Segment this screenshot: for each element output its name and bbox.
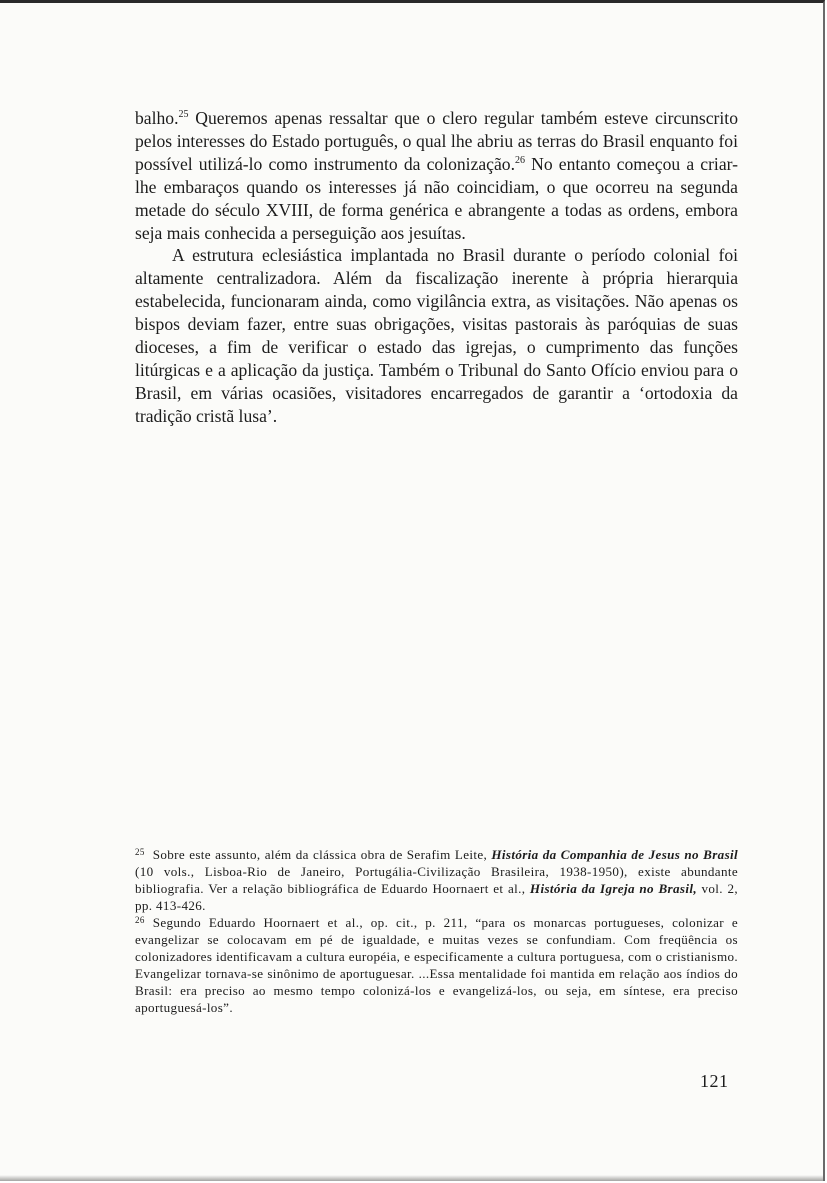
page-bottom-edge <box>0 1175 823 1181</box>
footnote-25-text-start: Sobre este assunto, além da clássica obra de Serafim Leite, <box>152 847 492 862</box>
paragraph-1-end: No entanto começou a criar-lhe embaraços quando os interesses já não coincidiam, o que ocorreu na segunda metade do século XVIII, de forma genérica e abrangente a todas as ordens, embora seja mais conhecida a perseguição aos jesuítas. <box>135 153 738 243</box>
footnote-26-text: Segundo Eduardo Hoornaert et al., op. cit., p. 211, “para os monarcas portugueses, colonizar e evangelizar se colocavam em pé de igualdade, e muitas vezes se confundiam. Com freqüência os colonizadores identificavam a cultura européia, e especificamente a cultura portuguesa, com o cristianismo. Evangelizar tornava-se sinônimo de aportuguesar. ...Essa mentalidade foi mantida em relação aos índios do Brasil: era preciso ao mesmo tempo colonizá-los e evangelizá-los, ou seja, em síntese, era preciso aportuguesá-los”. <box>135 914 738 1015</box>
footnote-25 <box>135 847 738 915</box>
footnote-25-text-end: vol. 2, pp. 413-426. <box>135 880 738 913</box>
footnote-26-number: 26 <box>135 914 145 925</box>
paragraph-1-start: balho. <box>135 108 179 128</box>
footnote-25-second-title: História da Igreja no Brasil, <box>529 880 697 896</box>
footnote-ref-26[interactable]: 26 <box>515 154 525 166</box>
footnote-ref-25[interactable]: 25 <box>178 109 189 120</box>
footnote-25-book-title: História da Companhia de Jesus no Brasil <box>491 847 738 862</box>
main-text <box>135 107 738 428</box>
paragraph-1-middle: Queremos apenas ressaltar que o clero regular também esteve circunscrito pelos interesses do Estado português, o qual lhe abriu as terras do Brasil enquanto foi possível utilizá-lo como instrumento da colonização. <box>135 108 738 174</box>
footnote-25-number: 25 <box>135 847 145 857</box>
page-number: 121 <box>700 1071 729 1091</box>
footnote-25-text-middle: (10 vols., Lisboa-Rio de Janeiro, Portugália-Civilização Brasileira, 1938-1950), existe abundante bibliografia. Ver a relação bibliográfica de Eduardo Hoornaert et al., <box>135 863 738 896</box>
footnote-26 <box>135 915 738 1017</box>
footnotes <box>135 847 738 1017</box>
paragraph-2: A estrutura eclesiástica implantada no Brasil durante o período colonial foi altamente centralizadora. Além da fiscalização inerente à própria hierarquia estabelecida, funcionaram ainda, como vigilância extra, as visitações. Não apenas os bispos deviam fazer, entre suas obrigações, visitas pastorais às paróquias de suas dioceses, a fim de verificar o estado das igrejas, o cumprimento das funções litúrgicas e a aplicação da justiça. Também o Tribunal do Santo Ofício enviou para o Brasil, em várias ocasiões, visitadores encarregados de garantir a ‘ortodoxia da tradição cristã lusa’. <box>135 245 738 426</box>
paragraph-1 <box>135 107 738 244</box>
